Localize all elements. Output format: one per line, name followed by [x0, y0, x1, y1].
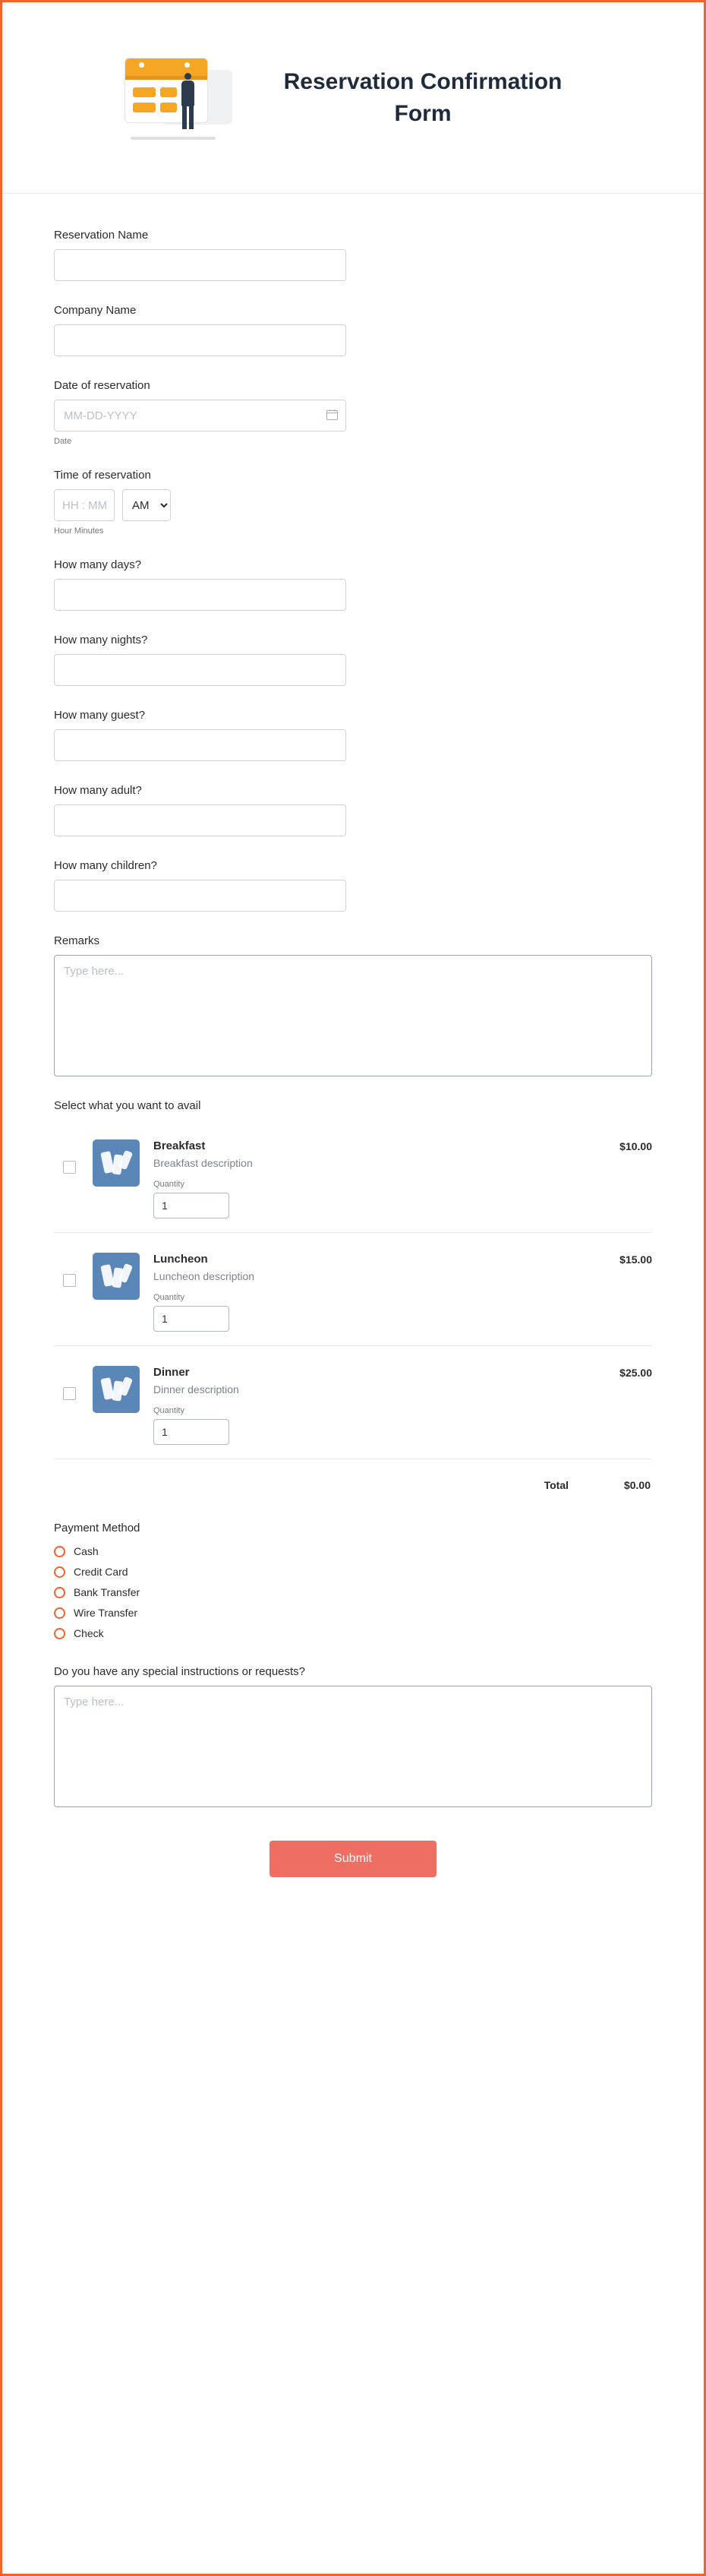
logo-person-leg: [189, 105, 194, 129]
logo-pill: [133, 87, 156, 97]
time-input[interactable]: [54, 489, 115, 521]
total-value: $0.00: [623, 1479, 651, 1491]
total-row: [54, 1459, 652, 1491]
cup-shape: [118, 1150, 133, 1170]
days-label: How many days?: [54, 558, 142, 571]
product-price: $10.00: [619, 1140, 652, 1152]
radio-icon[interactable]: [54, 1587, 65, 1598]
products-label: Select what you want to avail: [54, 1099, 201, 1112]
form-header: [2, 2, 704, 194]
date-input-wrapper: [54, 400, 346, 431]
payment-option-credit-card[interactable]: [54, 1566, 652, 1578]
product-name: Breakfast: [153, 1139, 206, 1152]
logo-person-head: [184, 73, 191, 80]
product-name: Luncheon: [153, 1253, 208, 1266]
product-description: Breakfast description: [153, 1157, 253, 1169]
product-image: [93, 1139, 140, 1187]
reservation-name-label: Reservation Name: [54, 229, 149, 242]
field-how-many-children: [54, 859, 652, 912]
product-info: [153, 1247, 599, 1332]
product-quantity-label: Quantity: [153, 1180, 184, 1189]
payment-option-label: Cash: [74, 1545, 99, 1557]
cup-shape: [118, 1377, 133, 1396]
nights-label: How many nights?: [54, 634, 148, 646]
field-how-many-adult: [54, 784, 652, 836]
radio-icon[interactable]: [54, 1607, 65, 1619]
radio-icon[interactable]: [54, 1566, 65, 1578]
payment-option-bank-transfer[interactable]: [54, 1586, 652, 1598]
field-time-of-reservation: [54, 469, 652, 536]
payment-option-cash[interactable]: [54, 1545, 652, 1557]
payment-method-title: Payment Method: [54, 1522, 140, 1535]
time-sublabel: Hour Minutes: [54, 526, 104, 536]
logo-pill: [160, 87, 177, 97]
product-image: [93, 1253, 140, 1300]
product-row: [54, 1233, 652, 1346]
logo-dot-icon: [139, 62, 144, 68]
submit-button[interactable]: Submit: [269, 1841, 437, 1877]
product-quantity-input[interactable]: [153, 1193, 229, 1218]
field-how-many-guest: [54, 709, 652, 761]
product-info: [153, 1360, 599, 1445]
special-instructions-textarea[interactable]: [54, 1686, 652, 1807]
products-section: [54, 1099, 652, 1491]
product-name: Dinner: [153, 1366, 190, 1379]
guest-input[interactable]: [54, 729, 346, 761]
payment-option-label: Wire Transfer: [74, 1607, 138, 1619]
special-instructions-section: [54, 1665, 652, 1807]
logo-dot-icon: [184, 62, 190, 68]
total-label: Total: [544, 1479, 569, 1491]
product-price: $25.00: [619, 1367, 652, 1379]
guest-label: How many guest?: [54, 709, 146, 722]
form-illustration-icon: [120, 52, 234, 144]
adult-input[interactable]: [54, 804, 346, 836]
ampm-select[interactable]: [122, 489, 171, 521]
product-quantity-input[interactable]: [153, 1419, 229, 1445]
logo-pill: [160, 103, 177, 112]
product-quantity-label: Quantity: [153, 1406, 184, 1415]
special-instructions-label: Do you have any special instructions or requests?: [54, 1665, 306, 1678]
reservation-name-input[interactable]: [54, 249, 346, 281]
product-row: [54, 1126, 652, 1233]
radio-icon[interactable]: [54, 1628, 65, 1639]
payment-option-label: Bank Transfer: [74, 1586, 140, 1598]
product-description: Dinner description: [153, 1383, 239, 1395]
time-row: [54, 489, 652, 521]
field-how-many-nights: [54, 634, 652, 686]
date-input[interactable]: [54, 400, 346, 431]
days-input[interactable]: [54, 579, 346, 611]
children-input[interactable]: [54, 880, 346, 912]
product-checkbox[interactable]: [63, 1161, 76, 1174]
product-info: [153, 1133, 599, 1218]
logo-person-leg: [182, 105, 187, 129]
remarks-textarea[interactable]: [54, 955, 652, 1076]
product-description: Luncheon description: [153, 1270, 255, 1282]
payment-option-wire-transfer[interactable]: [54, 1607, 652, 1619]
logo-person-body: [181, 81, 194, 106]
logo-person-icon: [178, 73, 197, 129]
page-title: Reservation Confirmation Form: [283, 68, 563, 126]
time-label: Time of reservation: [54, 469, 151, 482]
nights-input[interactable]: [54, 654, 346, 686]
date-label: Date of reservation: [54, 379, 150, 392]
product-image: [93, 1366, 140, 1413]
company-name-label: Company Name: [54, 304, 137, 317]
radio-icon[interactable]: [54, 1546, 65, 1557]
date-sublabel: Date: [54, 437, 72, 446]
product-price: $15.00: [619, 1253, 652, 1266]
field-how-many-days: [54, 558, 652, 611]
product-quantity-label: Quantity: [153, 1293, 184, 1302]
product-row: [54, 1346, 652, 1459]
logo-base-line: [131, 137, 216, 140]
logo-pill: [133, 103, 156, 112]
field-reservation-name: [54, 229, 652, 281]
children-label: How many children?: [54, 859, 157, 872]
field-company-name: [54, 304, 652, 356]
remarks-label: Remarks: [54, 934, 100, 947]
product-checkbox[interactable]: [63, 1274, 76, 1287]
payment-option-check[interactable]: [54, 1627, 652, 1639]
field-date-of-reservation: [54, 379, 652, 446]
adult-label: How many adult?: [54, 784, 142, 797]
product-checkbox[interactable]: [63, 1387, 76, 1400]
cup-shape: [118, 1263, 133, 1283]
submit-row: [54, 1807, 652, 1914]
payment-method-section: [54, 1522, 652, 1639]
company-name-input[interactable]: [54, 324, 346, 356]
payment-option-label: Check: [74, 1627, 104, 1639]
field-remarks: [54, 934, 652, 1076]
form-body: [2, 194, 704, 1914]
product-quantity-input[interactable]: [153, 1306, 229, 1332]
payment-option-label: Credit Card: [74, 1566, 128, 1578]
